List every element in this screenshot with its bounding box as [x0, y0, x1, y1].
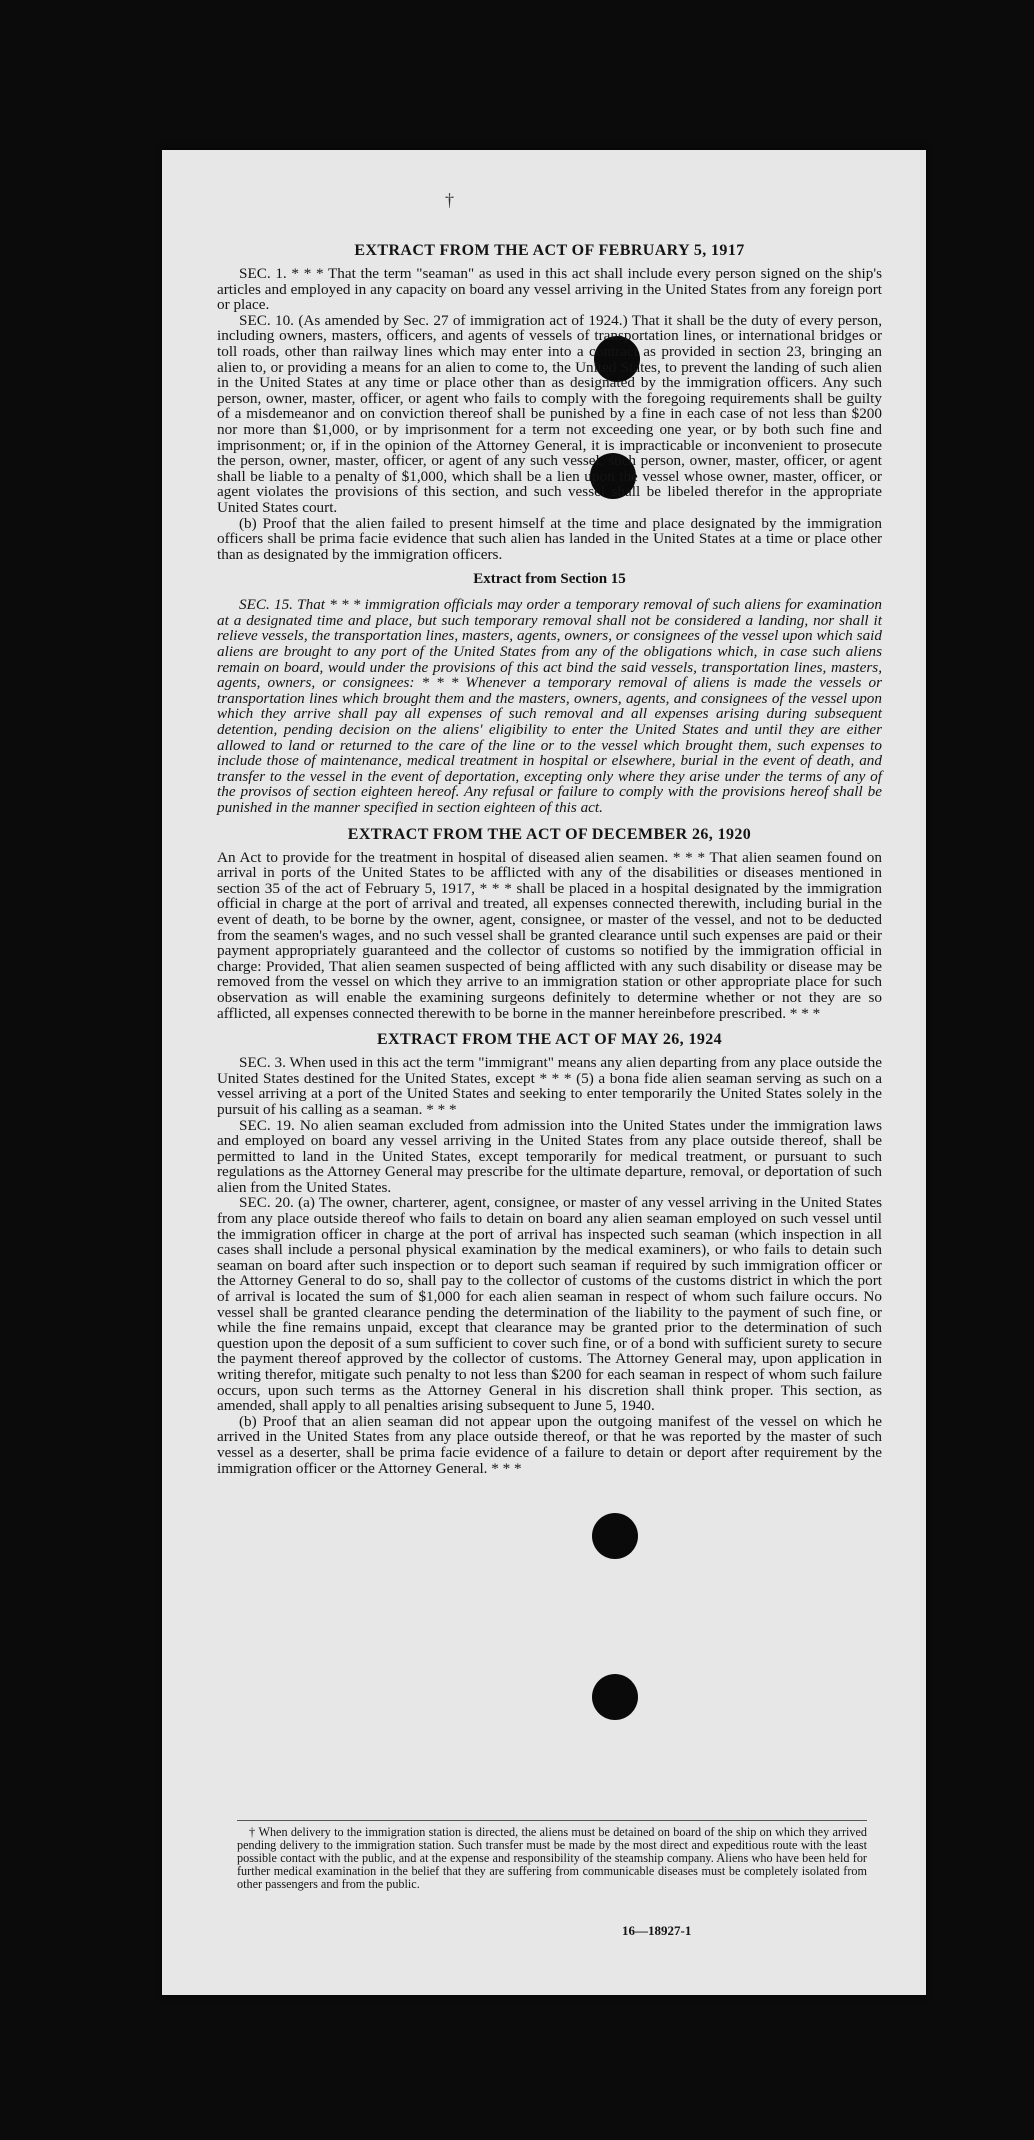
- paragraph-sec-10b: (b) Proof that the alien failed to present himself at the time and place designated by the immigration officers shall be prima facie evidence that such alien has landed in the United States at a time or place other than as designated by the immigration officers.: [217, 514, 882, 563]
- paragraph-sec-19: SEC. 19. No alien seaman excluded from admission into the United States under the immigration laws and employed on board any vessel arriving in the United States from any place outside thereof, shall be permitted to land in the United States, except temporarily for medical treatment, or pursuant to such regulations as the Attorney General may prescribe for the ultimate departure, removal, or deportation of such alien from the United States.: [217, 1116, 882, 1196]
- paragraph-sec-20a: SEC. 20. (a) The owner, charterer, agent, consignee, or master of any vessel arriving in the United States from any place outside thereof who fails to detain on board any alien seaman employed on such vessel until the immigration officer in charge at the port of arrival has inspected such seaman (which inspection in all cases shall include a personal physical examination by the medical examiners), or who fails to detain such seaman on board after such inspection or to deport such seaman if required by such immigration officer or the Attorney General to do so, shall pay to the collector of customs of the customs district in which the port of arrival is located the sum of $1,000 for each alien seaman in respect of whom such failure occurs. No vessel shall be granted clearance pending the determination of the liability to the payment of such fine, or while the fine remains unpaid, except that clearance may be granted prior to the determination of such question upon the deposit of a sum sufficient to cover such fine, or of a bond with sufficient surety to secure the payment thereof approved by the collector of customs. The Attorney General may, upon application in writing therefor, mitigate such penalty to not less than $200 for each seaman in respect of whom such failure occurs, upon such terms as the Attorney General in his discretion shall think proper. This section, as amended, shall apply to all penalties arising subsequent to June 5, 1940.: [217, 1194, 882, 1415]
- heading-act-1924: EXTRACT FROM THE ACT OF MAY 26, 1924: [376, 1031, 723, 1049]
- paragraph-sec-20b: (b) Proof that an alien seaman did not appear upon the outgoing manifest of the vessel on which he arrived in the United States from any place outside thereof, or that he was reported by the master of such vessel as a deserter, shall be prima facie evidence of a failure to detain or deport after requirement by the immigration officer or the Attorney General. * * *: [217, 1412, 882, 1477]
- paragraph-act-1920: An Act to provide for the treatment in hospital of diseased alien seamen. * * * That alien seamen found on arrival in ports of the United States to be afflicted with any of the disabilities or diseases mentioned in section 35 of the act of February 5, 1917, * * * shall be placed in a hospital designated by the immigration official in charge at the port of arrival and treated, all expenses connected therewith, including burial in the event of death, to be borne by the owner, agent, consignee, or master of the vessel, and not to be deducted from the seamen's wages, and no such vessel shall be granted clearance until such expenses are paid or their payment appropriately guaranteed and the collector of customs so notified by the immigration official in charge: Provided, That alien seamen suspected of being afflicted with any such disability or disease may be removed from the vessel on which they arrive to an immigration station or other appropriate place for such observation as will enable the examining surgeons definitely to determine whether or not they are so afflicted, all expenses connected therewith to be borne in the manner hereinbefore prescribed. * * *: [217, 848, 882, 1022]
- heading-section-15: Extract from Section 15: [473, 571, 626, 588]
- paragraph-sec-15: SEC. 15. That * * * immigration officials may order a temporary removal of such aliens for examination at a designated time and place, but such temporary removal shall not be considered a landing, nor shall it relieve vessels, the transportation lines, masters, agents, owners, or consignees of the vessel upon which said aliens are brought to any port of the United States from any of the obligations which, in case such aliens remain on board, would under the provisions of this act bind the said vessels, transportation lines, masters, agents, owners, or consignees: * * * Whenever a temporary removal of aliens is made the vessels or transportation lines which brought them and the masters, owners, agents, and consignees of the vessel upon which they arrive shall pay all expenses of such removal and all expenses arising during subsequent detention, pending decision on the aliens' eligibility to enter the United States and until they are either allowed to land or returned to the care of the line or to the vessel which brought them, such expenses to include those of maintenance, medical treatment in hospital or elsewhere, burial in the event of death, and transfer to the vessel in the event of deportation, excepting only where they arise under the terms of any of the provisos of section eighteen hereof. Any refusal or failure to comply with the provisions hereof shall be punished in the manner specified in section eighteen of this act.: [217, 596, 882, 816]
- paragraph-sec-1: SEC. 1. * * * That the term "seaman" as used in this act shall include every person signed on the ship's articles and employed in any capacity on board any vessel arriving in the United States from any foreign port or place.: [217, 265, 882, 314]
- document-body: [217, 242, 882, 1476]
- footnote-text: † When delivery to the immigration station is directed, the aliens must be detained on board of the ship on which they arrived pending delivery to the immigration station. Such transfer must be made by the most direct and expeditious route with the least possible contact with the public, and at the expense and responsibility of the steamship company. Aliens who have been held for further medical examination in the belief that they are suffering from communicable diseases must be completely isolated from other passengers and from the public.: [237, 1825, 867, 1891]
- dagger-mark: †: [445, 190, 454, 210]
- form-code: 16—18927-1: [622, 1923, 692, 1938]
- paragraph-sec-3: SEC. 3. When used in this act the term "immigrant" means any alien departing from any place outside the United States destined for the United States, except * * * (5) a bona fide alien seaman serving as such on a vessel arriving at a port of the United States and seeking to enter temporarily the United States solely in the pursuit of his calling as a seaman. * * *: [217, 1054, 882, 1118]
- footnote: [237, 1820, 867, 1891]
- punch-hole: [592, 1513, 638, 1559]
- document-page: [162, 150, 926, 1995]
- heading-act-1920: EXTRACT FROM THE ACT OF DECEMBER 26, 1920: [347, 825, 752, 843]
- punch-hole: [592, 1674, 638, 1720]
- paragraph-sec-10: SEC. 10. (As amended by Sec. 27 of immigration act of 1924.) That it shall be the duty of every person, including owners, masters, officers, and agents of vessels of transportation lines, or international bridges or toll roads, other than railway lines which may enter into a contract as provided in section 23, bringing an alien to, or providing a means for an alien to come to, the United States, to prevent the landing of such alien in the United States at any time or place other than as designated by the immigration officers. Any such person, owner, master, officer, or agent who fails to comply with the foregoing requirements shall be guilty of a misdemeanor and on conviction thereof shall be punished by a fine in each case of not less than $200 nor more than $1,000, or by imprisonment for a term not exceeding one year, or by both such fine and imprisonment; or, if in the opinion of the Attorney General, it is impracticable or inconvenient to prosecute the person, owner, master, officer, or agent of any such vessel, such person, owner, master, officer, or agent shall be liable to a penalty of $1,000, which shall be a lien upon the vessel whose owner, master, officer, or agent violates the provisions of this section, and such vessel shall be libeled therefor in the appropriate United States court.: [217, 311, 882, 516]
- heading-act-1917: EXTRACT FROM THE ACT OF FEBRUARY 5, 1917: [354, 242, 745, 259]
